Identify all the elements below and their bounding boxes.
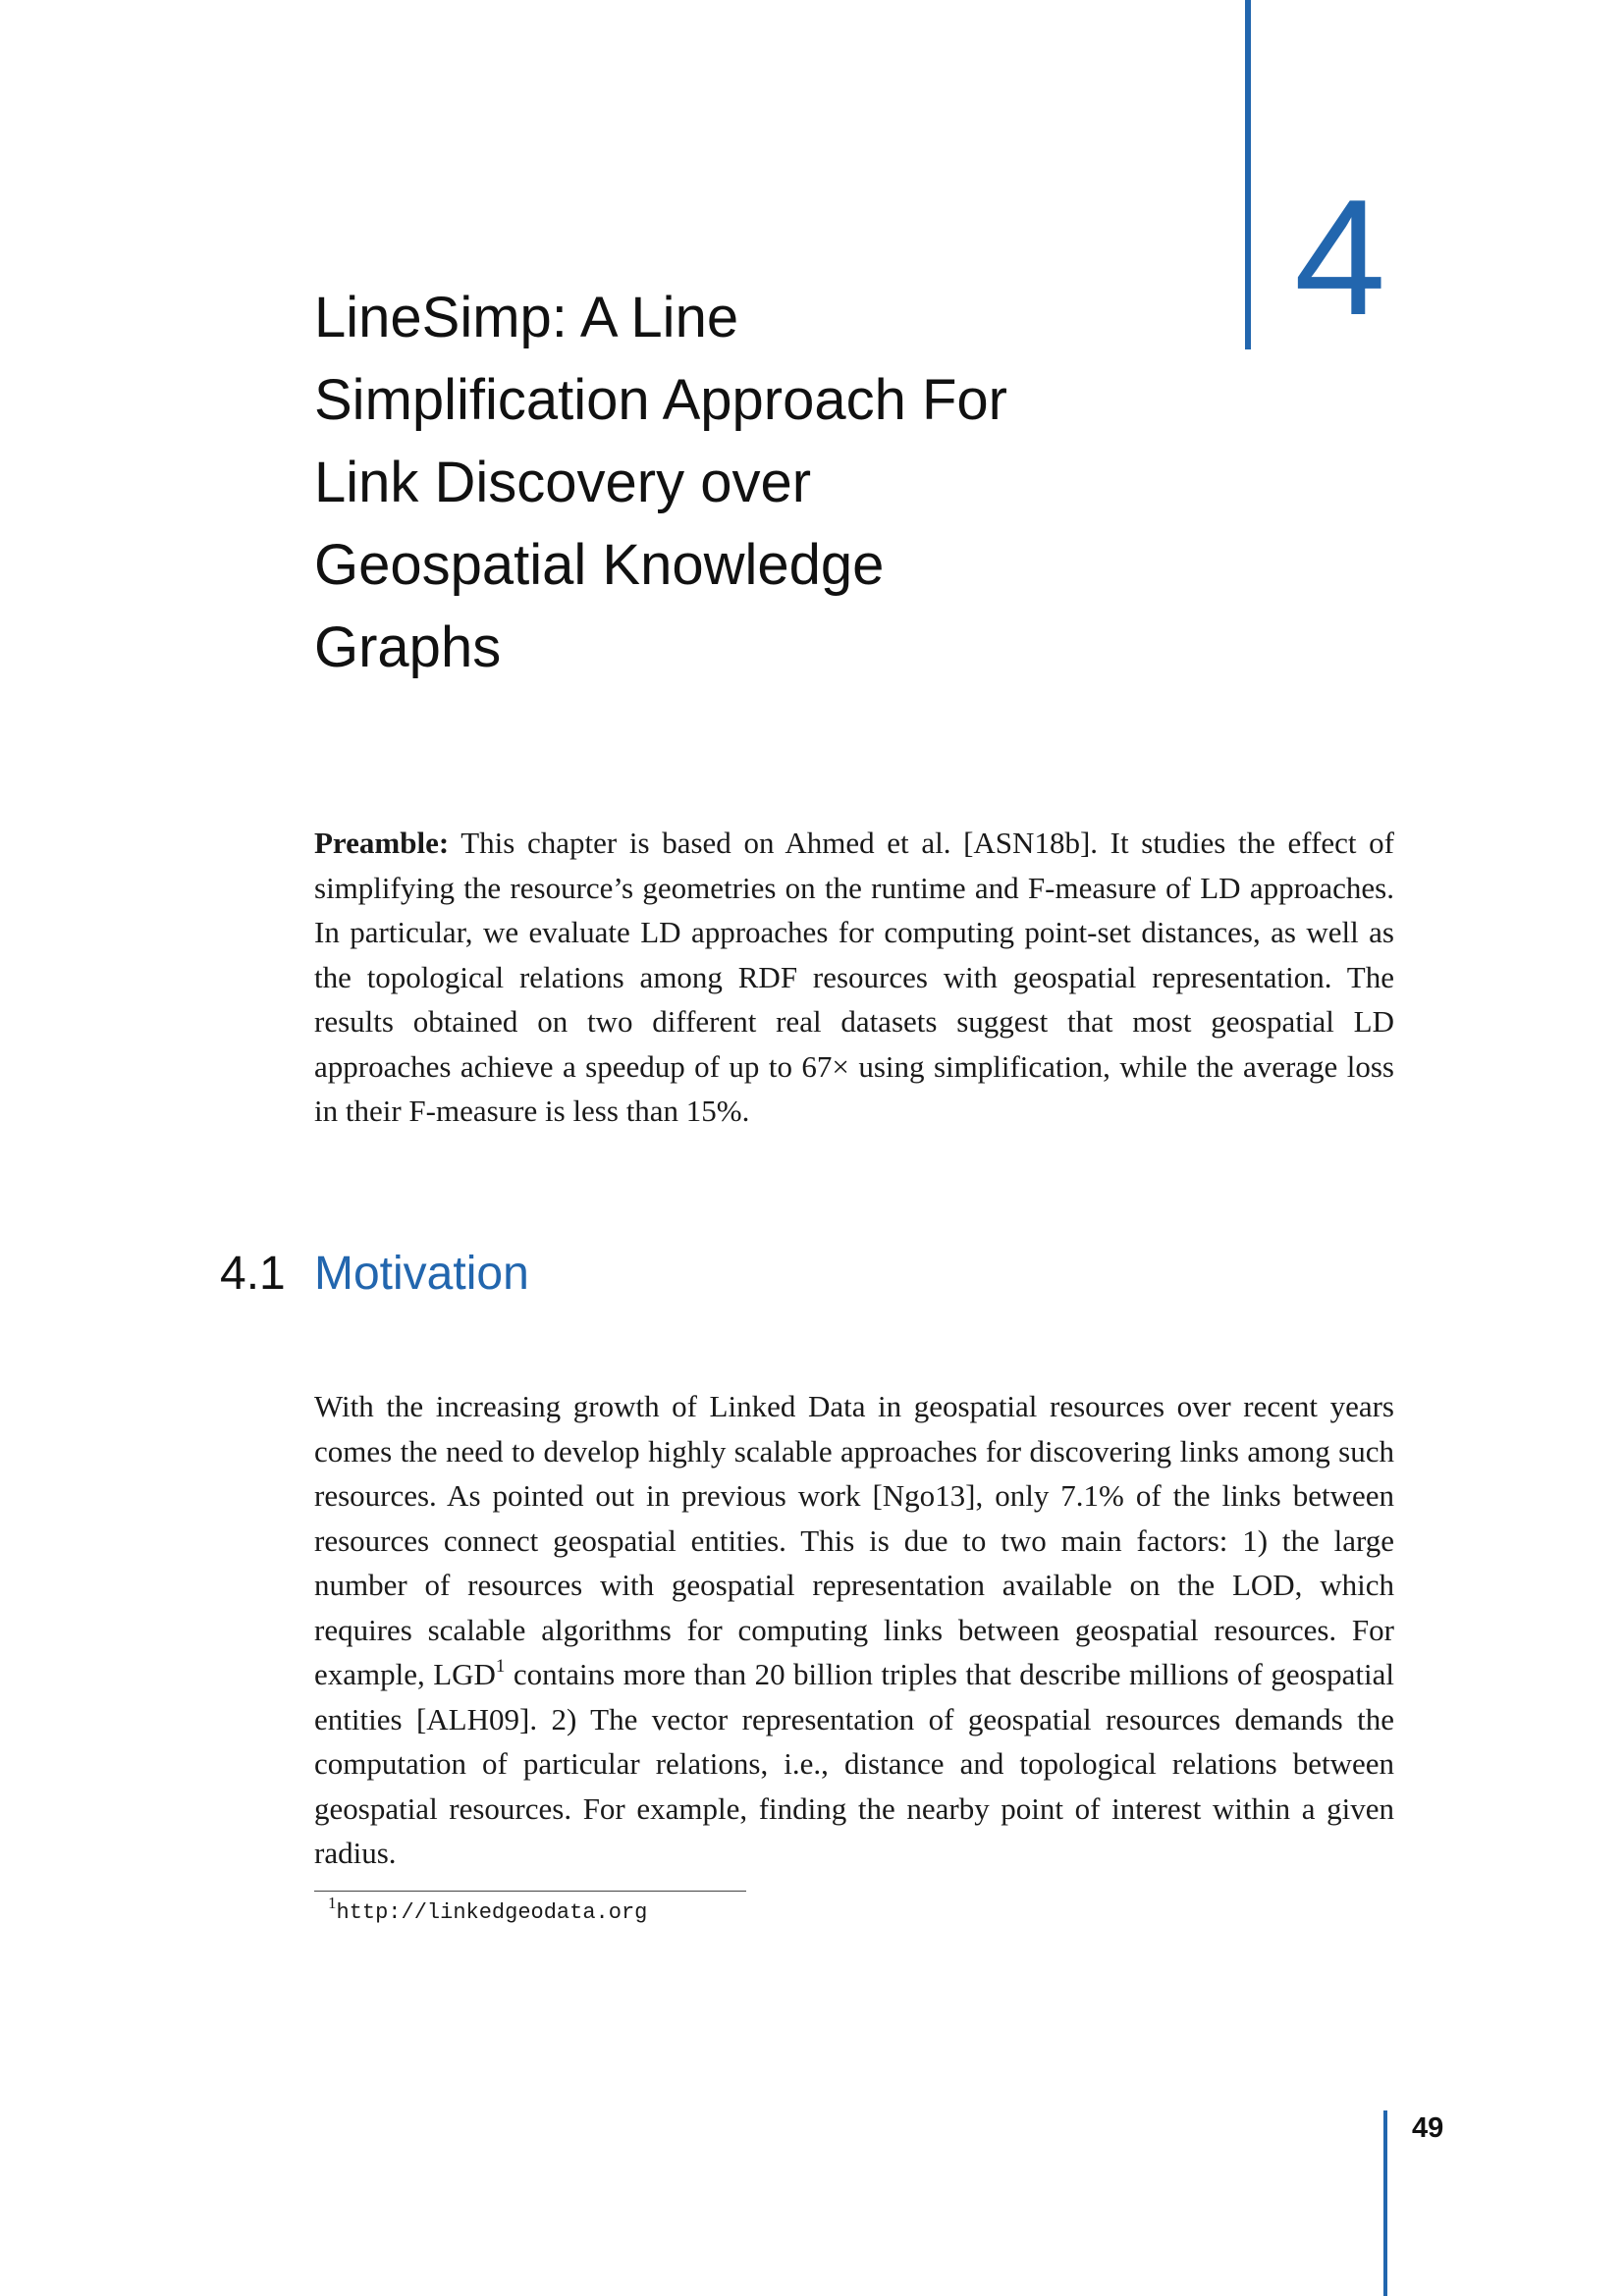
preamble-label: Preamble: [314, 826, 450, 860]
chapter-title [314, 277, 1080, 689]
page-number-rule [1383, 2110, 1387, 2296]
chapter-number: 4 [1294, 165, 1386, 349]
footnote-reference[interactable]: 1 [495, 1655, 506, 1677]
footnote [328, 1893, 648, 1928]
preamble-text: This chapter is based on Ahmed et al. [ASN18b]. It studies the effect of simplifying the resource’s geometries on the runtime and F-measure of LD approaches. In particular, we evaluate LD approaches for computing point-set distances, as well as the topological relations among RDF resources with geospatial representation. The results obtained on two different real datasets suggest that most geospatial LD approaches achieve a speedup of up to 67× using simplification, while the average loss in their F-measure is less than 15%. [314, 826, 1394, 1128]
chapter-rule [1245, 0, 1251, 349]
section-title: Motivation [314, 1248, 529, 1300]
footnote-rule [314, 1891, 746, 1892]
footnote-url[interactable]: http://linkedgeodata.org [336, 1900, 648, 1925]
chapter-title-line: Simplification Approach For [314, 368, 1007, 432]
chapter-title-line: Link Discovery over [314, 451, 812, 514]
chapter-title-line: Graphs [314, 615, 502, 679]
footnote-marker: 1 [328, 1893, 337, 1912]
section-heading [220, 1245, 529, 1304]
chapter-title-line: Geospatial Knowledge [314, 533, 885, 597]
page-number: 49 [1412, 2112, 1444, 2144]
chapter-title-line: LineSimp: A Line [314, 286, 739, 349]
motivation-text-continued: contains more than 20 billion triples that describe millions of geospatial entities [ALH09]. 2) The vector representation of geospatial resources demands the computation of particular relations, i.e., distance and topological relations between geospatial resources. For example, finding the nearby point of interest within a given radius. [314, 1657, 1394, 1870]
section-number: 4.1 [220, 1248, 286, 1300]
motivation-text: With the increasing growth of Linked Data in geospatial resources over recent years comes the need to develop highly scalable approaches for discovering links among such resources. As pointed out in previous work [Ngo13], only 7.1% of the links between resources connect geospatial entities. This is due to two main factors: 1) the large number of resources with geospatial representation available on the LOD, which requires scalable algorithms for computing links between geospatial resources. For example, LGD [314, 1389, 1394, 1691]
preamble-paragraph [314, 821, 1394, 1134]
motivation-paragraph [314, 1384, 1394, 1876]
